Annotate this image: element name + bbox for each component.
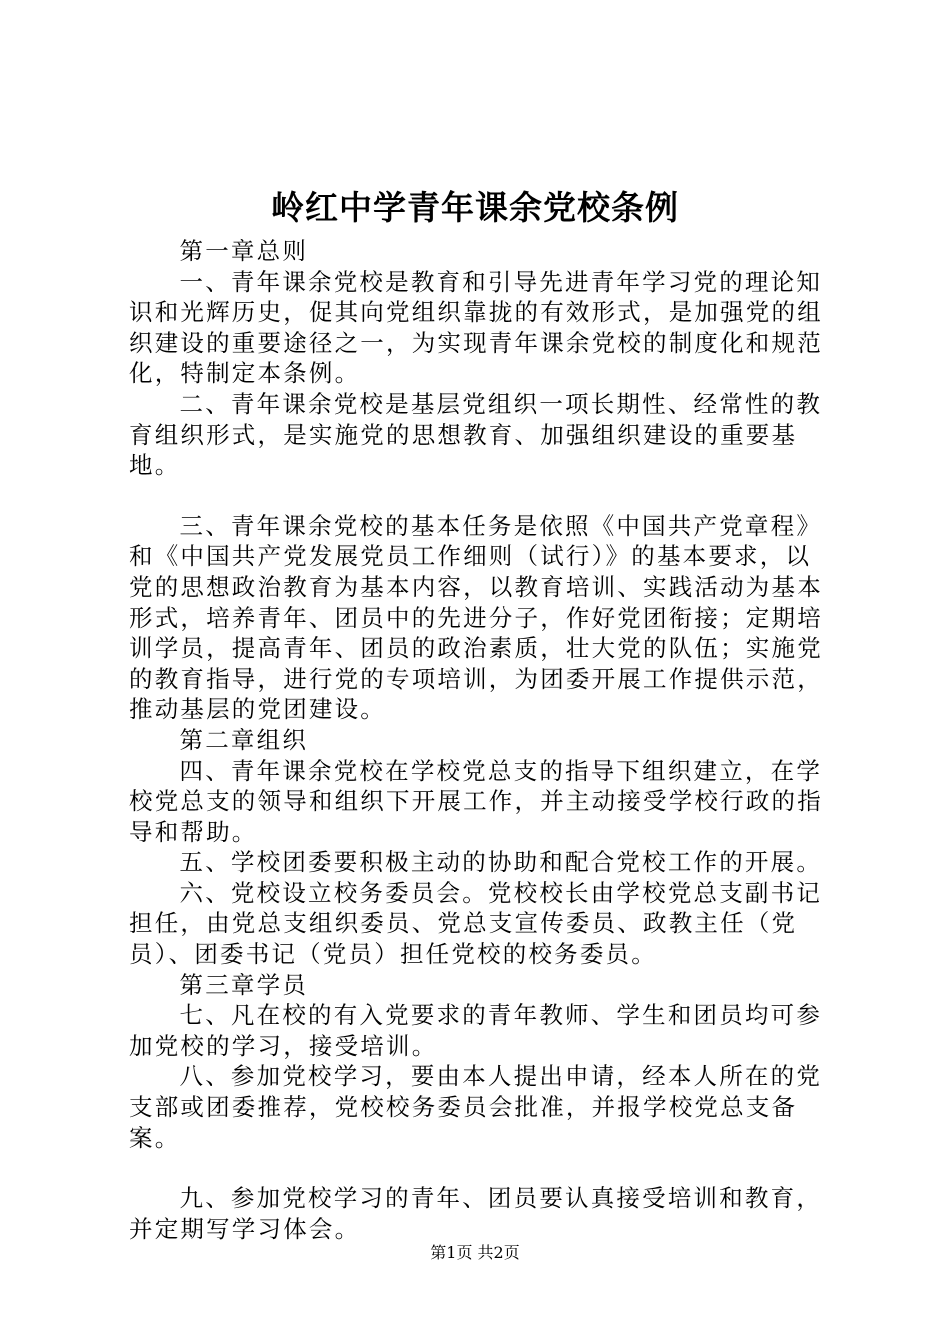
- chapter-heading-2: 第二章组织: [179, 725, 309, 754]
- chapter-heading-3: 第三章学员: [179, 970, 309, 999]
- page-footer: 第1页 共2页: [430, 1243, 520, 1262]
- article-8: 八、参加党校学习，要由本人提出申请，经本人所在的党支部或团委推荐，党校校务委员会批准，并报学校党总支备案。: [129, 1062, 823, 1152]
- article-3: 三、青年课余党校的基本任务是依照《中国共产党章程》和《中国共产党发展党员工作细则（试行）》的基本要求，以党的思想政治教育为基本内容，以教育培训、实践活动为基本形式，培养青年、团员中的先进分子，作好党团衔接；定期培训学员，提高青年、团员的政治素质，壮大党的队伍；实施党的教育指导，进行党的专项培训，为团委开展工作提供示范，推动基层的党团建设。: [129, 511, 823, 724]
- article-6: 六、党校设立校务委员会。党校校长由学校党总支副书记担任，由党总支组织委员、党总支宣传委员、政教主任（党员）、团委书记（党员）担任党校的校务委员。: [129, 878, 823, 969]
- article-7: 七、凡在校的有入党要求的青年教师、学生和团员均可参加党校的学习，接受培训。: [129, 1001, 823, 1060]
- document-body: [129, 236, 829, 1244]
- chapter-heading-1: 第一章总则: [179, 237, 309, 265]
- article-4: 四、青年课余党校在学校党总支的指导下组织建立，在学校党总支的领导和组织下开展工作，并主动接受学校行政的指导和帮助。: [129, 756, 823, 846]
- article-2: 二、青年课余党校是基层党组织一项长期性、经常性的教育组织形式，是实施党的思想教育、加强组织建设的重要基地。: [129, 389, 823, 480]
- document-title: 岭红中学青年课余党校条例: [271, 188, 679, 227]
- article-5: 五、学校团委要积极主动的协助和配合党校工作的开展。: [179, 848, 823, 877]
- article-1: 一、青年课余党校是教育和引导先进青年学习党的理论知识和光辉历史，促其向党组织靠拢的有效形式，是加强党的组织建设的重要途径之一，为实现青年课余党校的制度化和规范化，特制定本条例。: [129, 267, 823, 388]
- article-9: 九、参加党校学习的青年、团员要认真接受培训和教育，并定期写学习体会。: [129, 1184, 823, 1243]
